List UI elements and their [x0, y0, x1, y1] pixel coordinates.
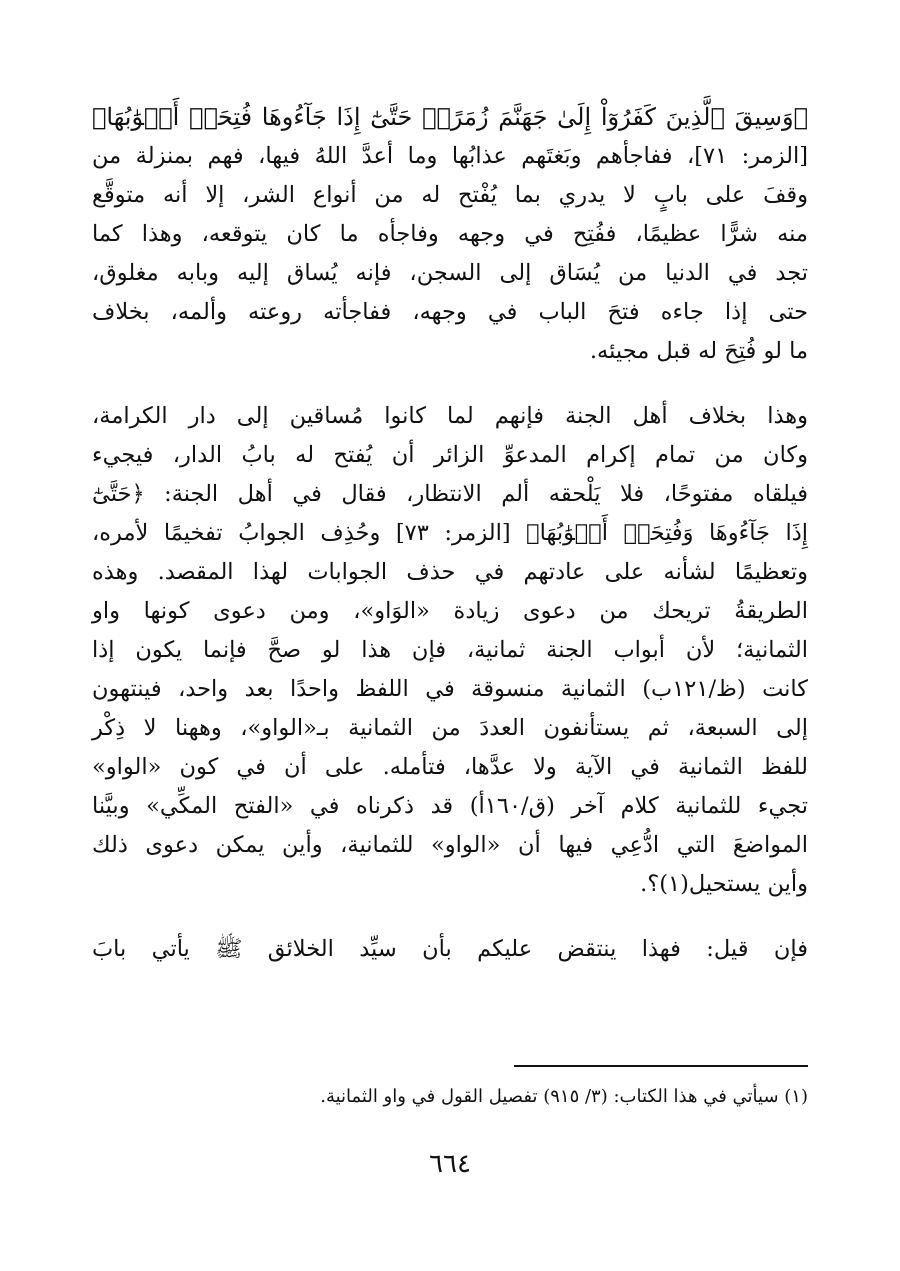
text-line: كانت (ظ/١٢١ب) الثمانية منسوقة في اللفظ واحدًا بعد واحد، فينتهون — [92, 676, 808, 702]
page-number: ٦٦٤ — [429, 1149, 471, 1179]
quran-verse-line: ﴿وَسِيقَ ٱلَّذِينَ كَفَرُوٓاْ إِلَىٰ جَهَنَّمَ زُمَرًاۖ حَتَّىٰٓ إِذَا جَآءُوهَا فُتِحَتۡ أَبۡوَٰبُهَا﴾ — [92, 103, 808, 131]
text-line: منه شرًّا عظيمًا، ففُتِح في وجهه وفاجأه ما كان يتوقعه، وهذا كما — [92, 221, 808, 247]
text-line: وهذا بخلاف أهل الجنة فإنهم لما كانوا مُساقين إلى دار الكرامة، — [92, 403, 808, 429]
text-line: حتى إذا جاءه فتحَ الباب في وجهه، ففاجأته روعته وألمه، بخلاف — [92, 299, 808, 325]
page-body — [92, 98, 808, 969]
text-line: إِذَا جَآءُوهَا وَفُتِحَتۡ أَبۡوَٰبُهَا﴾ [الزمر: ٧٣] وحُذِف الجوابُ تفخيمًا لأمره، — [92, 520, 808, 546]
text-line: تجد في الدنيا من يُسَاق إلى السجن، فإنه يُساق إليه وبابه مغلوق، — [92, 260, 808, 286]
footnote: (١) سيأتي في هذا الكتاب: (٣/ ٩١٥) تفصيل القول في واو الثمانية. — [320, 1086, 808, 1107]
text-line: تجيء للثمانية كلام آخر (ق/١٦٠أ) قد ذكرناه في «الفتح المكِّي» وبيَّنا — [92, 793, 808, 819]
paragraph-gap — [92, 904, 808, 930]
text-line: الثمانية؛ لأن أبواب الجنة ثمانية، فإن هذا لو صحَّ فإنما يكون إذا — [92, 637, 808, 663]
text-line: [الزمر: ٧١]، ففاجأهم وبَغتَهم عذابُها وما أعدَّ اللهُ فيها، فهم بمنزلة من — [92, 143, 809, 169]
paragraph-3 — [92, 930, 808, 969]
text-line: الطريقةُ تريحك من دعوى زيادة «الوَاو»، ومن دعوى كونها واو — [92, 598, 808, 624]
text-line: ما لو فُتِحَ له قبل مجيئه. — [589, 338, 808, 364]
text-line: وأين يستحيل(١)؟. — [640, 871, 808, 897]
text-line: وقفَ على بابٍ لا يدري بما يُفْتح له من أنواع الشر، إلا أنه متوقَّع — [92, 182, 808, 208]
paragraph-gap — [92, 371, 808, 397]
text-line: فإن قيل: فهذا ينتقض عليكم بأن سيِّد الخلائق ﷺ يأتي بابَ — [92, 936, 808, 962]
text-line: وتعظيمًا لشأنه على عادتهم في حذف الجوابات لهذا المقصد. وهذه — [92, 559, 808, 585]
text-line: المواضعَ التي ادُّعِي فيها أن «الواو» للثمانية، وأين يمكن دعوى ذلك — [92, 832, 808, 858]
text-line: فيلقاه مفتوحًا، فلا يَلْحقه ألم الانتظار، فقال في أهل الجنة: ﴿حَتَّىٰٓ — [92, 481, 808, 507]
footnote-separator — [514, 1065, 808, 1067]
text-line: إلى السبعة، ثم يستأنفون العددَ من الثمانية بـ«الواو»، وههنا لا ذِكْر — [92, 715, 808, 741]
paragraph-1 — [92, 98, 808, 371]
paragraph-2 — [92, 397, 808, 904]
text-line: للفظ الثمانية في الآية ولا عدَّها، فتأمله. على أن في كون «الواو» — [92, 754, 808, 780]
text-line: وكان من تمام إكرام المدعوِّ الزائر أن يُفتح له بابُ الدار، فيجيء — [92, 442, 808, 468]
